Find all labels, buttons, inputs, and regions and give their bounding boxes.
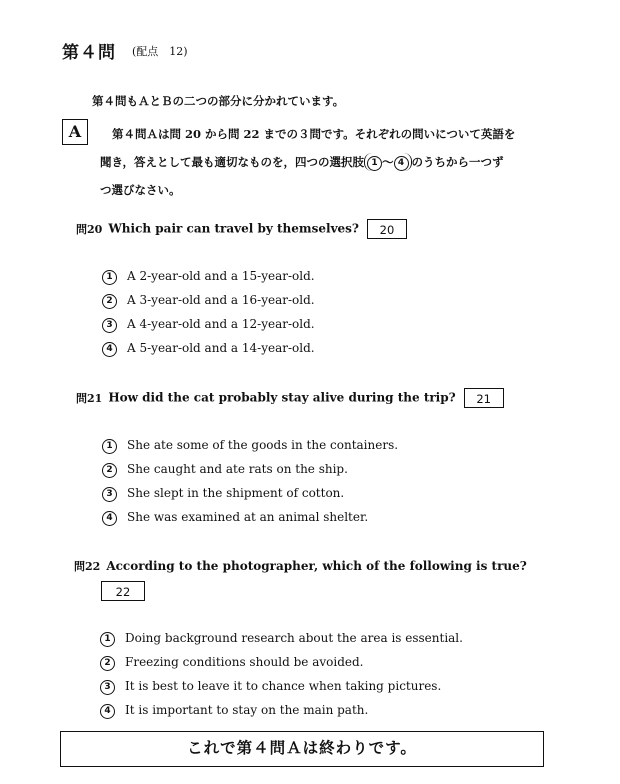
answer-box: 21: [464, 388, 504, 408]
question-number: 問22: [74, 560, 101, 573]
choice-range: [364, 153, 412, 171]
instruction-line-2-pre: 聞き，答えとして最も適切なものを，四つの選択肢: [100, 155, 365, 169]
option-marker: 1: [100, 632, 115, 647]
question-number: 問21: [76, 391, 103, 405]
option-item: [102, 269, 315, 285]
option-marker: 4: [100, 704, 115, 719]
option-marker: 2: [102, 463, 117, 478]
question-20: [76, 219, 407, 239]
option-text: It is best to leave it to chance when taking pictures.: [125, 679, 442, 693]
part-instructions: [100, 120, 552, 204]
question-21: [76, 388, 504, 408]
option-item: [102, 341, 315, 357]
section-title: 第４問: [62, 43, 116, 63]
end-of-section-notice: これで第４問Ａは終わりです。: [60, 731, 544, 767]
option-marker: 2: [102, 294, 117, 309]
option-marker: 1: [102, 270, 117, 285]
option-text: She slept in the shipment of cotton.: [127, 486, 345, 500]
instruction-line-1: 第４問Ａは問 20 から問 22 までの３問です。それぞれの問いについて英語を: [112, 127, 516, 141]
option-text: A 2-year-old and a 15-year-old.: [127, 269, 315, 283]
question-text: Which pair can travel by themselves?: [108, 221, 359, 236]
option-marker: 3: [102, 318, 117, 333]
option-item: [100, 679, 441, 695]
option-marker: 4: [102, 342, 117, 357]
option-item: [102, 510, 368, 526]
option-text: A 3-year-old and a 16-year-old.: [127, 293, 315, 307]
option-item: [102, 462, 348, 478]
question-22: [74, 558, 527, 574]
answer-box-22-wrapper: [101, 580, 145, 601]
option-text: She ate some of the goods in the containers.: [127, 438, 399, 452]
option-item: [100, 631, 463, 647]
option-text: She caught and ate rats on the ship.: [127, 462, 348, 476]
option-marker: 3: [100, 680, 115, 695]
intro-text: 第４問もＡとＢの二つの部分に分かれています。: [92, 94, 345, 108]
option-item: [102, 486, 344, 502]
option-text: Doing background research about the area is essential.: [125, 631, 463, 645]
option-item: [100, 655, 363, 671]
points-label: (配点 12): [132, 45, 188, 58]
range-separator: ～: [382, 155, 394, 169]
option-item: [102, 317, 315, 333]
question-text: According to the photographer, which of the following is true?: [106, 559, 527, 573]
part-letter-box: A: [62, 119, 88, 145]
option-text: She was examined at an animal shelter.: [127, 510, 369, 524]
answer-box: 20: [367, 219, 407, 239]
option-item: [100, 703, 368, 719]
instruction-line-2-post: のうちから一つず: [411, 155, 504, 169]
instruction-line-2: [100, 148, 552, 176]
option-marker: 2: [100, 656, 115, 671]
option-text: Freezing conditions should be avoided.: [125, 655, 364, 669]
option-text: A 4-year-old and a 12-year-old.: [127, 317, 315, 331]
answer-box: 22: [101, 581, 145, 601]
option-item: [102, 293, 315, 309]
question-number: 問20: [76, 222, 103, 236]
option-marker: 1: [102, 439, 117, 454]
range-start-marker: 1: [367, 156, 382, 171]
option-text: A 5-year-old and a 14-year-old.: [127, 341, 315, 355]
question-text: How did the cat probably stay alive during the trip?: [108, 390, 456, 405]
option-marker: 4: [102, 511, 117, 526]
instruction-line-3: つ選びなさい。: [100, 183, 181, 197]
option-item: [102, 438, 398, 454]
option-text: It is important to stay on the main path.: [125, 703, 369, 717]
range-end-marker: 4: [394, 156, 409, 171]
option-marker: 3: [102, 487, 117, 502]
